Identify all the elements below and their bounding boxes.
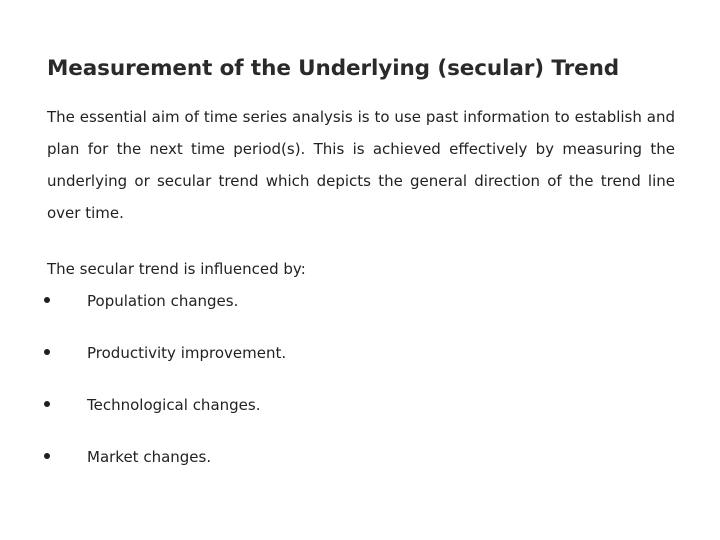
list-item-text: Productivity improvement.: [87, 344, 287, 362]
bullet-icon: [44, 401, 50, 407]
list-item: [44, 291, 544, 311]
list-intro: The secular trend is influenced by:: [47, 260, 306, 278]
page-title: Measurement of the Underlying (secular) Trend: [47, 56, 620, 81]
list-item-text: Population changes.: [87, 292, 239, 310]
list-item-text: Market changes.: [87, 448, 212, 466]
bullet-icon: [44, 297, 50, 303]
list-item: [44, 395, 544, 415]
body-paragraph: The essential aim of time series analysis is to use past information to establish and plan for the next time period(s). This is achieved effectively by measuring the underlying or secular trend which depicts the general direction of the trend line over time.: [47, 108, 675, 222]
bullet-icon: [44, 349, 50, 355]
list-item: [44, 447, 544, 467]
list-item-text: Technological changes.: [87, 396, 261, 414]
bullet-icon: [44, 453, 50, 459]
list-item: [44, 343, 544, 363]
